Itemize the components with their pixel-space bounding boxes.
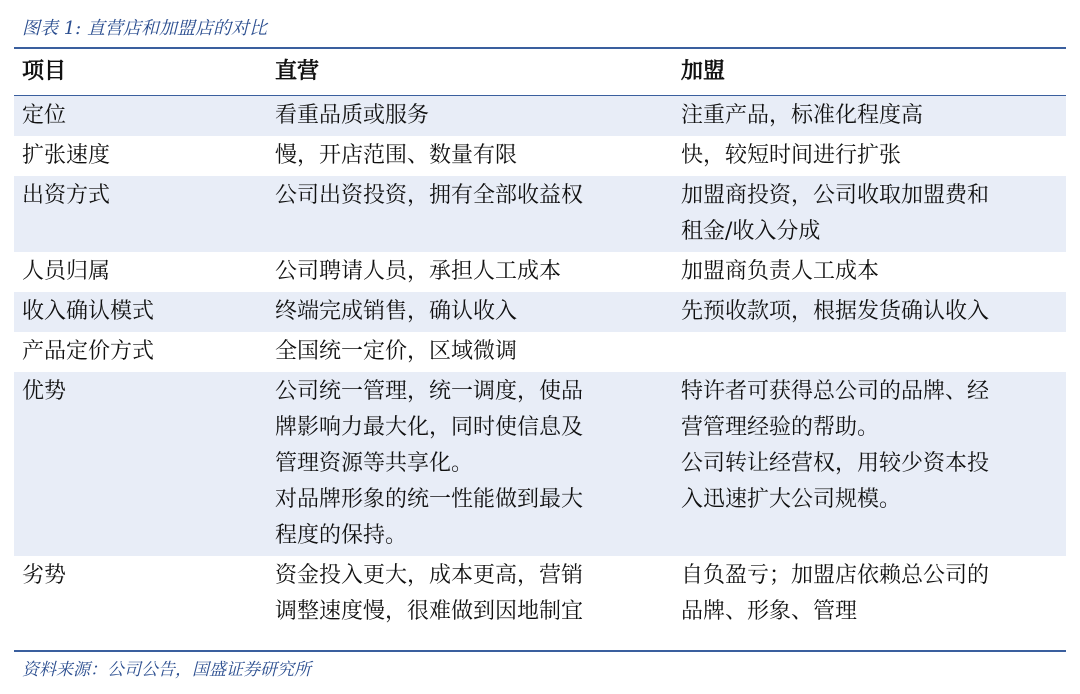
cell-line: 对品牌形象的统一性能做到最大 xyxy=(275,487,584,512)
franchise-cell xyxy=(673,292,1066,332)
table-row xyxy=(14,136,1066,176)
header-franchise: 加盟 xyxy=(673,51,1066,96)
cell-line: 快，较短时间进行扩张 xyxy=(681,143,902,168)
row-item: 收入确认模式 xyxy=(14,292,267,332)
bottom-rule xyxy=(14,650,1066,652)
source-note: 资料来源：公司公告，国盛证券研究所 xyxy=(22,660,311,680)
row-item: 定位 xyxy=(14,96,267,137)
cell-line: 加盟商负责人工成本 xyxy=(681,259,880,284)
cell-line: 调整速度慢，很难做到因地制宜 xyxy=(275,599,584,624)
table-row xyxy=(14,292,1066,332)
row-item: 产品定价方式 xyxy=(22,339,155,364)
cell-line: 资金投入更大，成本更高，营销 xyxy=(275,563,584,588)
table-row xyxy=(14,372,1066,556)
header-direct: 直营 xyxy=(267,51,673,96)
cell-line: 注重产品，标准化程度高 xyxy=(681,103,924,128)
cell-line: 租金/收入分成 xyxy=(681,219,821,244)
cell-line: 公司统一管理，统一调度，使品 xyxy=(275,379,584,404)
figure-caption: 图表 1: 直营店和加盟店的对比 xyxy=(22,18,267,39)
row-item: 扩张速度 xyxy=(22,143,111,168)
franchise-cell xyxy=(673,556,1066,632)
direct-cell xyxy=(267,252,673,292)
direct-cell xyxy=(267,136,673,176)
comparison-table xyxy=(14,51,1066,632)
cell-line: 牌影响力最大化，同时使信息及 xyxy=(275,415,584,440)
cell-line: 程度的保持。 xyxy=(275,523,408,548)
row-item: 出资方式 xyxy=(14,176,267,252)
cell-line: 先预收款项，根据发货确认收入 xyxy=(681,299,990,324)
cell-line: 慢，开店范围、数量有限 xyxy=(275,143,518,168)
direct-cell xyxy=(267,176,673,252)
direct-cell xyxy=(267,372,673,556)
franchise-cell xyxy=(673,176,1066,252)
direct-cell xyxy=(267,556,673,632)
cell-line: 公司转让经营权，用较少资本投 xyxy=(681,451,990,476)
cell-line: 特许者可获得总公司的品牌、经 xyxy=(681,379,990,404)
row-item: 劣势 xyxy=(22,563,67,588)
franchise-cell xyxy=(673,136,1066,176)
cell-line: 品牌、形象、管理 xyxy=(681,599,858,624)
direct-cell xyxy=(267,292,673,332)
merged-cell: 全国统一定价，区域微调 xyxy=(275,339,518,364)
direct-cell xyxy=(267,96,673,137)
cell-line: 自负盈亏；加盟店依赖总公司的 xyxy=(681,563,990,588)
cell-line: 终端完成销售，确认收入 xyxy=(275,299,518,324)
header-row xyxy=(14,51,1066,96)
header-item: 项目 xyxy=(14,51,267,96)
cell-line: 加盟商投资，公司收取加盟费和 xyxy=(681,183,990,208)
franchise-cell xyxy=(673,252,1066,292)
cell-line: 管理资源等共享化。 xyxy=(275,451,474,476)
table-row xyxy=(14,332,1066,372)
row-item: 人员归属 xyxy=(22,259,111,284)
row-item: 优势 xyxy=(14,372,267,556)
cell-line: 公司聘请人员，承担人工成本 xyxy=(275,259,562,284)
cell-line: 营管理经验的帮助。 xyxy=(681,415,880,440)
cell-line: 公司出资投资，拥有全部收益权 xyxy=(275,183,584,208)
cell-line: 入迅速扩大公司规模。 xyxy=(681,487,902,512)
top-rule xyxy=(14,47,1066,49)
franchise-cell xyxy=(673,96,1066,137)
table-row xyxy=(14,252,1066,292)
cell-line: 看重品质或服务 xyxy=(275,103,430,128)
table-row xyxy=(14,96,1066,137)
franchise-cell xyxy=(673,372,1066,556)
table-row xyxy=(14,176,1066,252)
table-row xyxy=(14,556,1066,632)
